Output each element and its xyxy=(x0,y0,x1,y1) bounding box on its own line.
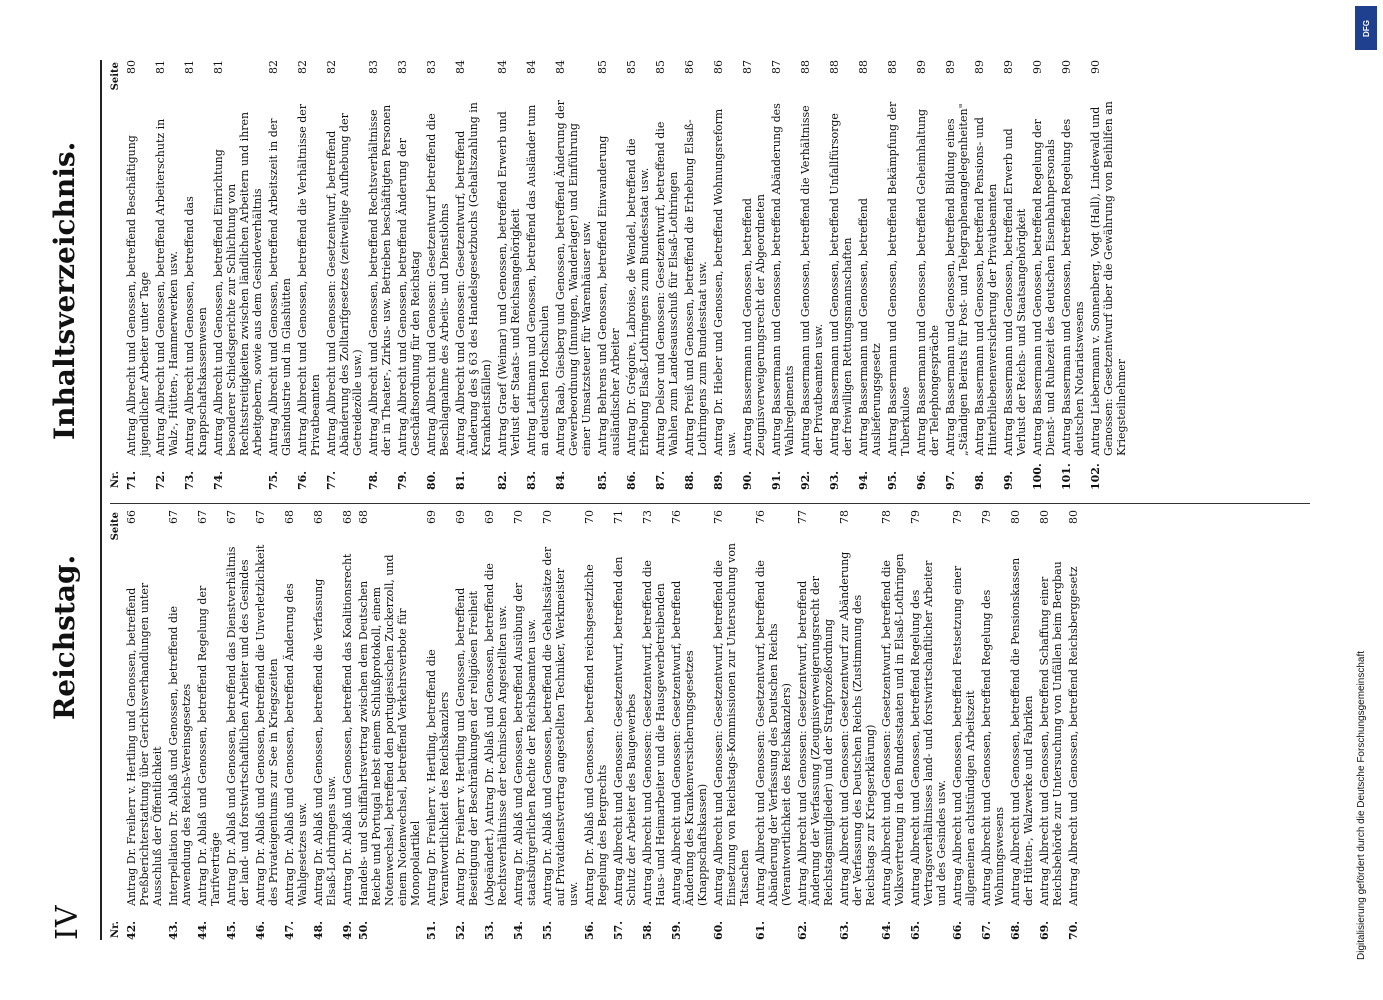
entry-text: Antrag Albrecht und Genossen, betreffend Regelung des Vertragsverhältnisses land- und forstwirtschaftlicher Arbeiter und des Gesindes usw. xyxy=(909,560,948,906)
entry-number: 91. xyxy=(770,470,783,490)
entry-number: 79. xyxy=(396,470,409,490)
entry-page: 69 xyxy=(425,510,438,524)
entry-page: 68 xyxy=(341,510,354,524)
entry-text: Antrag Bassermann und Genossen, betreffend Zeugnisverweigerungsrecht der Abgeordneten xyxy=(741,194,767,456)
entry-number: 66. xyxy=(951,920,964,940)
entry-number: 92. xyxy=(799,470,812,490)
number-label: Nr. xyxy=(110,921,121,938)
entry-number: 72. xyxy=(154,470,167,490)
toc-entry xyxy=(125,510,164,940)
entry-text: Antrag Bassermann und Genossen, betreffend Pensions- und Hinterbliebenenversicherung der Privatbeamten xyxy=(973,117,999,456)
toc-entry xyxy=(357,510,422,940)
entry-text: Antrag Albrecht und Genossen, betreffend Arbeitszeit in der Glasindustrie und in Glashütten xyxy=(267,118,293,456)
entry-number: 87. xyxy=(654,470,667,490)
entry-number: 43. xyxy=(167,920,180,940)
entry-text: Antrag Albrecht und Genossen: Gesetzentwurf, betreffend die Haus- und Heimarbeiter und die Hausgewerbetreibenden xyxy=(641,560,667,906)
entry-text: Antrag Albrecht und Genossen, betreffend Regelung des Wohnungswesens xyxy=(980,589,1006,906)
entry-text: Antrag Albrecht und Genossen, betreffend Einrichtung besonderer Schiedsgerichte zur Schlichtung von Rechtsstreitigkeiten zwischen ländlichen Arbeitern und ihren Arbeitgebern, sowie aus dem Gesindeverhältnis xyxy=(212,111,264,456)
entry-text: Antrag Lattmann und Genossen, betreffend das Ausländer tum an deutschen Hochschulen xyxy=(525,104,551,456)
entry-page: 81 xyxy=(154,60,167,74)
entry-page: 76 xyxy=(670,510,683,524)
entry-number: 56. xyxy=(583,920,596,940)
entry-number: 67. xyxy=(980,920,993,940)
entry-text: Antrag Albrecht und Genossen, betreffend Festsetzung einer allgemeinen achtstündigen Arbeitszeit xyxy=(951,565,977,906)
entry-number: 84. xyxy=(554,470,567,490)
entry-text: Antrag Dr. Grégoire, Labroise, de Wendel, betreffend die Erhebung Elsaß-Lothringens zum Bundesstaat usw. xyxy=(625,138,651,456)
entry-text: Antrag Bassermann und Genossen, betreffend Geheimhaltung der Telephongespräche xyxy=(915,108,941,456)
entry-text: Antrag Dr. Ablaß und Genossen, betreffend reichsgesetzliche Regelung des Bergrechts xyxy=(583,564,609,906)
toc-entry xyxy=(425,510,451,940)
entry-text: Antrag Dr. Ablaß und Genossen, betreffend Ausübung der staatsbürgerlichen Rechte der Reichsbeamten usw. xyxy=(512,582,538,906)
entry-page: 67 xyxy=(196,510,209,524)
entry-page: 68 xyxy=(357,510,370,524)
entry-number: 83. xyxy=(525,470,538,490)
entry-number: 96. xyxy=(915,470,928,490)
page-title: Reichstag. xyxy=(48,554,81,720)
entry-number: 65. xyxy=(909,920,922,940)
entry-text: Antrag Liebermann v. Sonnenberg, Vogt (Hall), Lindewald und Genossen: Gesetzentwurf über die Gewährung von Beihilfen an Kriegsteilnehmer xyxy=(1089,101,1128,456)
entry-page: 88 xyxy=(857,60,870,74)
entry-text: Antrag Albrecht und Genossen: Gesetzentwurf zur Abänderung der Verfassung des Deutschen Reichs (Zustimmung des Reichstags zur Kriegserklärung) xyxy=(838,551,877,906)
toc-entry xyxy=(212,60,264,490)
entry-text: Interpellation Dr. Ablaß und Genossen, betreffend die Anwendung des Reichs-Vereinsgesetzes xyxy=(167,605,193,906)
toc-entry xyxy=(741,60,767,490)
entry-text: Antrag Bassermann und Genossen, betreffend Auslieferungsgesetz xyxy=(857,198,883,456)
entry-number: 86. xyxy=(625,470,638,490)
entry-page: 83 xyxy=(367,60,380,74)
toc-entry xyxy=(312,510,338,940)
entry-page: 87 xyxy=(741,60,754,74)
toc-entry xyxy=(541,510,580,940)
toc-entry xyxy=(1060,60,1086,490)
entry-text: Antrag Dr. Ablaß und Genossen, betreffend Regelung der Tarifverträge xyxy=(196,585,222,906)
toc-entry xyxy=(454,60,493,490)
toc-entry xyxy=(267,60,293,490)
entry-page: 69 xyxy=(454,510,467,524)
entry-number: 98. xyxy=(973,470,986,490)
entry-text: Antrag Albrecht und Genossen, betreffend die Verhältnisse der Privatbeamten xyxy=(296,103,322,456)
entry-page: 80 xyxy=(1009,510,1022,524)
entry-number: 97. xyxy=(944,470,957,490)
entry-number: 102. xyxy=(1089,463,1102,490)
entry-text: Antrag Preiß und Genossen, betreffend die Erhebung Elsaß-Lothringens zum Bundesstaat usw. xyxy=(683,119,709,456)
toc-entry xyxy=(973,60,999,490)
toc-entry xyxy=(254,510,280,940)
toc-entry xyxy=(1002,60,1028,490)
entry-number: 82. xyxy=(496,470,509,490)
entry-page: 85 xyxy=(596,60,609,74)
entry-page: 90 xyxy=(1060,60,1073,74)
entry-page: 80 xyxy=(1067,510,1080,524)
entry-text: Antrag Albrecht und Genossen, betreffend Rechtsverhältnisse der in Theater-, Zirkus- usw. Betrieben beschäftigten Personen xyxy=(367,104,393,456)
entry-page: 67 xyxy=(167,510,180,524)
entry-number: 70. xyxy=(1067,920,1080,940)
entry-text: Antrag Dr. Ablaß und Genossen, betreffend die Unverletzlichkeit des Privateigentums zur See in Kriegszeiten xyxy=(254,544,280,906)
page-label: Seite xyxy=(110,512,121,541)
entry-page: 70 xyxy=(541,510,554,524)
entry-number: 69. xyxy=(1038,920,1051,940)
entry-page: 77 xyxy=(796,510,809,524)
entry-number: 94. xyxy=(857,470,870,490)
toc-entry xyxy=(915,60,941,490)
page-number: IV xyxy=(50,904,85,940)
entry-text: Antrag Albrecht und Genossen: Gesetzentwurf, betreffend die Volksvertretung in den Bundesstaaten und in Elsaß-Lothringen xyxy=(880,553,906,906)
toc-entry xyxy=(183,60,209,490)
entry-page: 90 xyxy=(1089,60,1102,74)
entry-page: 89 xyxy=(944,60,957,74)
page-subtitle: Inhaltsverzeichnis. xyxy=(48,141,81,440)
left-column xyxy=(110,510,1320,940)
entry-page: 76 xyxy=(754,510,767,524)
toc-entry xyxy=(483,510,509,940)
entry-page: 68 xyxy=(312,510,325,524)
entry-number: 88. xyxy=(683,470,696,490)
entry-page: 86 xyxy=(712,60,725,74)
entry-text: Antrag Bassermann und Genossen, betreffend die Verhältnisse der Privatbeamten usw. xyxy=(799,105,825,456)
toc-entry xyxy=(425,60,451,490)
toc-entry xyxy=(1067,510,1080,940)
entry-number: 54. xyxy=(512,920,525,940)
digitization-notice xyxy=(1356,60,1376,980)
toc-entry xyxy=(225,510,251,940)
entry-page: 79 xyxy=(951,510,964,524)
entry-page: 70 xyxy=(583,510,596,524)
entry-text: Antrag Albrecht und Genossen: Gesetzentwurf, betreffend Änderung des § 63 des Handelsgesetzbuchs (Gehaltszahlung in Krankheitsfällen) xyxy=(454,102,493,456)
entry-text: Antrag Albrecht und Genossen, betreffend Reichsberggesetz xyxy=(1067,566,1080,906)
entry-number: 78. xyxy=(367,470,380,490)
entry-number: 89. xyxy=(712,470,725,490)
entry-number: 95. xyxy=(886,470,899,490)
entry-text: Antrag Dr. Freiherr v. Hertling, betreffend die Verantwortlichkeit des Reichskanzlers xyxy=(425,649,451,906)
entry-text: Antrag Albrecht und Genossen: Gesetzentwurf betreffend die Beschlagnahme des Arbeits- und Dienstlohns xyxy=(425,113,451,456)
toc-entry xyxy=(296,60,322,490)
toc-entry xyxy=(1038,510,1064,940)
entry-text: Antrag Bassermann und Genossen, betreffend Regelung des deutschen Notariatswesens xyxy=(1060,118,1086,456)
toc-entry xyxy=(951,510,977,940)
entry-number: 59. xyxy=(670,920,683,940)
entry-text: Antrag Bassermann und Genossen, betreffend Bildung eines „Ständigen Beirats für Post- und Telegraphenangelegenheiten" xyxy=(944,103,970,456)
entry-number: 48. xyxy=(312,920,325,940)
entry-text: Antrag Albrecht und Genossen, betreffend Änderung der Geschäftsordnung für den Reichstag xyxy=(396,138,422,456)
entry-number: 100. xyxy=(1031,463,1044,490)
page-label: Seite xyxy=(110,62,121,91)
entry-text: Antrag Albrecht und Genossen: Gesetzentwurf, betreffend Änderung der Verfassung (Zeugnisverweigerungsrecht der Reichstagsmitglieder) und der Strafprozeßordnung xyxy=(796,576,835,906)
entry-text: Antrag Dr. Hieber und Genossen, betreffend Wohnungsreform usw. xyxy=(712,108,738,456)
toc-entry xyxy=(496,60,522,490)
entry-number: 62. xyxy=(796,920,809,940)
entry-page: 67 xyxy=(254,510,267,524)
entry-number: 99. xyxy=(1002,470,1015,490)
entry-page: 82 xyxy=(325,60,338,74)
entry-page: 84 xyxy=(454,60,467,74)
toc-entry xyxy=(125,60,151,490)
entry-number: 50. xyxy=(357,920,370,940)
toc-entry xyxy=(799,60,825,490)
toc-entry xyxy=(154,60,180,490)
digitization-text: Digitalisierung gefördert durch die Deutsche Forschungsgemeinschaft xyxy=(1356,650,1367,960)
entry-text: Handels- und Schiffahrtsvertrag zwischen dem Deutschen Reiche und Portugal nebst einem Schlußprotokoll, einem Notenwechsel, betreffend den portugiesischen Zuckerzoll, und einem Notenwechsel, betreffend Verkehrsverbote für Monopolartikel xyxy=(357,554,422,906)
toc-entry xyxy=(712,60,738,490)
entry-page: 80 xyxy=(125,60,138,74)
entry-text: Antrag Raab, Giesberg und Genossen, betreffend Änderung der Gewerbeordnung (Innungen, Wanderlager) und Einführung einer Umsatzsteuer für Warenhäuser usw. xyxy=(554,100,593,456)
entry-page: 90 xyxy=(1031,60,1044,74)
entry-number: 73. xyxy=(183,470,196,490)
toc-entry xyxy=(454,510,480,940)
entry-text: Antrag Albrecht und Genossen: Gesetzentwurf, betreffend die Einsetzung von Reichstags-Kommissionen zur Untersuchung von Tatsachen xyxy=(712,542,751,906)
entry-number: 80. xyxy=(425,470,438,490)
dfg-logo: DFG xyxy=(1355,6,1377,50)
entry-number: 61. xyxy=(754,920,767,940)
right-column xyxy=(110,60,1320,490)
entry-number: 60. xyxy=(712,920,725,940)
entry-number: 51. xyxy=(425,920,438,940)
entry-text: Antrag Bassermann und Genossen, betreffend Erwerb und Verlust der Reichs- und Staatsangehörigkeit xyxy=(1002,128,1028,456)
header-rule xyxy=(100,60,102,940)
entry-page: 83 xyxy=(425,60,438,74)
toc-entry xyxy=(838,510,877,940)
entry-page: 71 xyxy=(612,510,625,524)
entry-number: 68. xyxy=(1009,920,1022,940)
entry-number: 46. xyxy=(254,920,267,940)
entry-text: (Abgeändert.) Antrag Dr. Ablaß und Genossen, betreffend die Rechtsverhältnisse der technischen Angestellten usw. xyxy=(483,563,509,906)
toc-entry xyxy=(641,510,667,940)
toc-entry xyxy=(512,510,538,940)
entry-page: 86 xyxy=(683,60,696,74)
entry-number: 58. xyxy=(641,920,654,940)
entry-text: Antrag Dr. Ablaß und Genossen, betreffend die Verfassung Elsaß-Lothringens usw. xyxy=(312,578,338,906)
toc-entry xyxy=(796,510,835,940)
entry-number: 90. xyxy=(741,470,754,490)
entry-page: 78 xyxy=(880,510,893,524)
entry-number: 71. xyxy=(125,470,138,490)
toc-entry xyxy=(857,60,883,490)
entry-text: Antrag Dr. Ablaß und Genossen, betreffend die Gehaltssätze der auf Privatdienstvertrag angestellten Techniker, Werkmeister usw. xyxy=(541,546,580,906)
entry-page: 83 xyxy=(396,60,409,74)
toc-entry xyxy=(341,510,354,940)
toc-entry xyxy=(196,510,222,940)
toc-entry xyxy=(886,60,912,490)
entry-text: Antrag Bassermann und Genossen, betreffend Abänderung des Wahlreglements xyxy=(770,103,796,456)
entry-page: 78 xyxy=(838,510,851,524)
entry-text: Antrag Behrens und Genossen, betreffend Einwanderung ausländischer Arbeiter xyxy=(596,135,622,456)
entry-page: 82 xyxy=(296,60,309,74)
entry-page: 79 xyxy=(909,510,922,524)
entry-number: 42. xyxy=(125,920,138,940)
toc-entry xyxy=(754,510,793,940)
toc-entry xyxy=(944,60,970,490)
entry-number: 77. xyxy=(325,470,338,490)
entry-page: 82 xyxy=(267,60,280,74)
entry-text: Antrag Bassermann und Genossen, betreffend Regelung der Dienst- und Ruhezeit des deutschen Eisenbahnpersonals xyxy=(1031,119,1057,456)
entry-text: Antrag Bassermann und Genossen, betreffend Unfallfürsorge der freiwilligen Rettungsmannschaften xyxy=(828,113,854,456)
entry-text: Antrag Dr. Ablaß und Genossen, betreffend das Dienstverhältnis der land- und forstwirtschaftlichen Arbeiter und des Gesindes xyxy=(225,546,251,906)
entry-number: 52. xyxy=(454,920,467,940)
entry-text: Antrag Albrecht und Genossen: Gesetzentwurf, betreffend den Schutz der Arbeiter des Baugewerbes xyxy=(612,556,638,906)
entry-number: 101. xyxy=(1060,463,1073,490)
toc-entry xyxy=(683,60,709,490)
toc-entry xyxy=(612,510,638,940)
entry-text: Antrag Albrecht und Genossen: Gesetzentwurf, betreffend die Abänderung der Verfassung des Deutschen Reichs (Verantwortlichkeit des Reichskanzlers) xyxy=(754,560,793,906)
toc-entry xyxy=(1009,510,1035,940)
entry-number: 53. xyxy=(483,920,496,940)
entry-page: 85 xyxy=(654,60,667,74)
entry-number: 76. xyxy=(296,470,309,490)
entry-page: 76 xyxy=(712,510,725,524)
entry-text: Antrag Graef (Weimar) und Genossen, betreffend Erwerb und Verlust der Staats- und Reichsangehörigkeit xyxy=(496,111,522,456)
toc-entry xyxy=(828,60,854,490)
entry-text: Antrag Albrecht und Genossen, betreffend Schaffung einer Reichsbehörde zur Untersuchung von Unfällen beim Bergbau xyxy=(1038,561,1064,906)
entry-text: Antrag Delsor und Genossen: Gesetzentwurf, betreffend die Wahlen zum Landesausschuß für Elsaß-Lothringen xyxy=(654,121,680,456)
entry-number: 47. xyxy=(283,920,296,940)
entry-page: 68 xyxy=(283,510,296,524)
entry-number: 44. xyxy=(196,920,209,940)
entry-text: Antrag Dr. Freiherr v. Hertling und Genossen, betreffend Beseitigung der Beschränkungen der religiösen Freiheit xyxy=(454,587,480,906)
page-header xyxy=(40,60,90,940)
entry-page: 66 xyxy=(125,510,138,524)
entry-page: 89 xyxy=(915,60,928,74)
entry-page: 88 xyxy=(799,60,812,74)
entry-text: Antrag Bassermann und Genossen, betreffend Bekämpfung der Tuberkulose xyxy=(886,101,912,456)
entry-text: Antrag Albrecht und Genossen, betreffend die Pensionskassen der Hütten-, Walzwerke und Fabriken xyxy=(1009,557,1035,906)
entry-page: 70 xyxy=(512,510,525,524)
entry-page: 73 xyxy=(641,510,654,524)
toc-entry xyxy=(712,510,751,940)
toc-entry xyxy=(325,60,364,490)
number-label: Nr. xyxy=(110,471,121,488)
toc-entry xyxy=(1031,60,1057,490)
toc-entry xyxy=(625,60,651,490)
entry-number: 74. xyxy=(212,470,225,490)
entry-number: 93. xyxy=(828,470,841,490)
toc-entry xyxy=(654,60,680,490)
entry-page: 87 xyxy=(770,60,783,74)
entry-page: 89 xyxy=(973,60,986,74)
toc-entry xyxy=(770,60,796,490)
toc-entry xyxy=(367,60,393,490)
entry-number: 49. xyxy=(341,920,354,940)
toc-entry xyxy=(525,60,551,490)
entry-text: Antrag Dr. Ablaß und Genossen, betreffend das Koalitionsrecht xyxy=(341,553,354,906)
entry-page: 89 xyxy=(1002,60,1015,74)
entry-page: 69 xyxy=(483,510,496,524)
column-divider xyxy=(110,503,1310,504)
toc-entry xyxy=(980,510,1006,940)
toc-entry xyxy=(596,60,622,490)
entry-page: 81 xyxy=(212,60,225,74)
entry-number: 81. xyxy=(454,470,467,490)
entry-number: 85. xyxy=(596,470,609,490)
entry-page: 81 xyxy=(183,60,196,74)
entry-number: 75. xyxy=(267,470,280,490)
toc-entry xyxy=(583,510,609,940)
entry-page: 67 xyxy=(225,510,238,524)
entry-page: 79 xyxy=(980,510,993,524)
toc-entry xyxy=(670,510,709,940)
entry-page: 84 xyxy=(496,60,509,74)
entry-text: Antrag Albrecht und Genossen, betreffend Beschäftigung jugendlicher Arbeiter unter Tage xyxy=(125,135,151,456)
entry-number: 63. xyxy=(838,920,851,940)
entry-number: 55. xyxy=(541,920,554,940)
entry-page: 84 xyxy=(554,60,567,74)
left-entry-list xyxy=(125,510,1080,940)
toc-entry xyxy=(283,510,309,940)
entry-page: 80 xyxy=(1038,510,1051,524)
left-column-head xyxy=(110,510,125,940)
toc-entry xyxy=(880,510,906,940)
entry-text: Antrag Albrecht und Genossen, betreffend das Knappschaftskassenwesen xyxy=(183,196,209,456)
entry-page: 85 xyxy=(625,60,638,74)
entry-page: 88 xyxy=(828,60,841,74)
toc-entry xyxy=(396,60,422,490)
right-column-head xyxy=(110,60,125,490)
entry-text: Antrag Dr. Ablaß und Genossen, betreffend Änderung des Wahlgesetzes usw. xyxy=(283,583,309,906)
right-entry-list xyxy=(125,60,1128,490)
entry-number: 64. xyxy=(880,920,893,940)
entry-number: 57. xyxy=(612,920,625,940)
entry-page: 88 xyxy=(886,60,899,74)
entry-text: Antrag Dr. Freiherr v. Hertling und Genossen, betreffend Preßberichterstattung über Gerichtsverhandlungen unter Ausschluß der Öffentlichkeit xyxy=(125,582,164,906)
toc-entry xyxy=(1089,60,1128,490)
toc-entry xyxy=(554,60,593,490)
toc-entry xyxy=(167,510,193,940)
entry-page: 84 xyxy=(525,60,538,74)
entry-text: Antrag Albrecht und Genossen: Gesetzentwurf, betreffend Änderung des Krankenversicherungsgesetzes (Knappschaftskassen) xyxy=(670,580,709,906)
toc-entry xyxy=(909,510,948,940)
entry-number: 45. xyxy=(225,920,238,940)
entry-text: Antrag Albrecht und Genossen: Gesetzentwurf, betreffend Abänderung des Zolltarifgesetzes (zeitweilige Aufhebung der Getreidezölle usw.) xyxy=(325,113,364,456)
entry-text: Antrag Albrecht und Genossen, betreffend Arbeiterschutz in Walz-, Hütten-, Hammerwerken usw. xyxy=(154,118,180,456)
